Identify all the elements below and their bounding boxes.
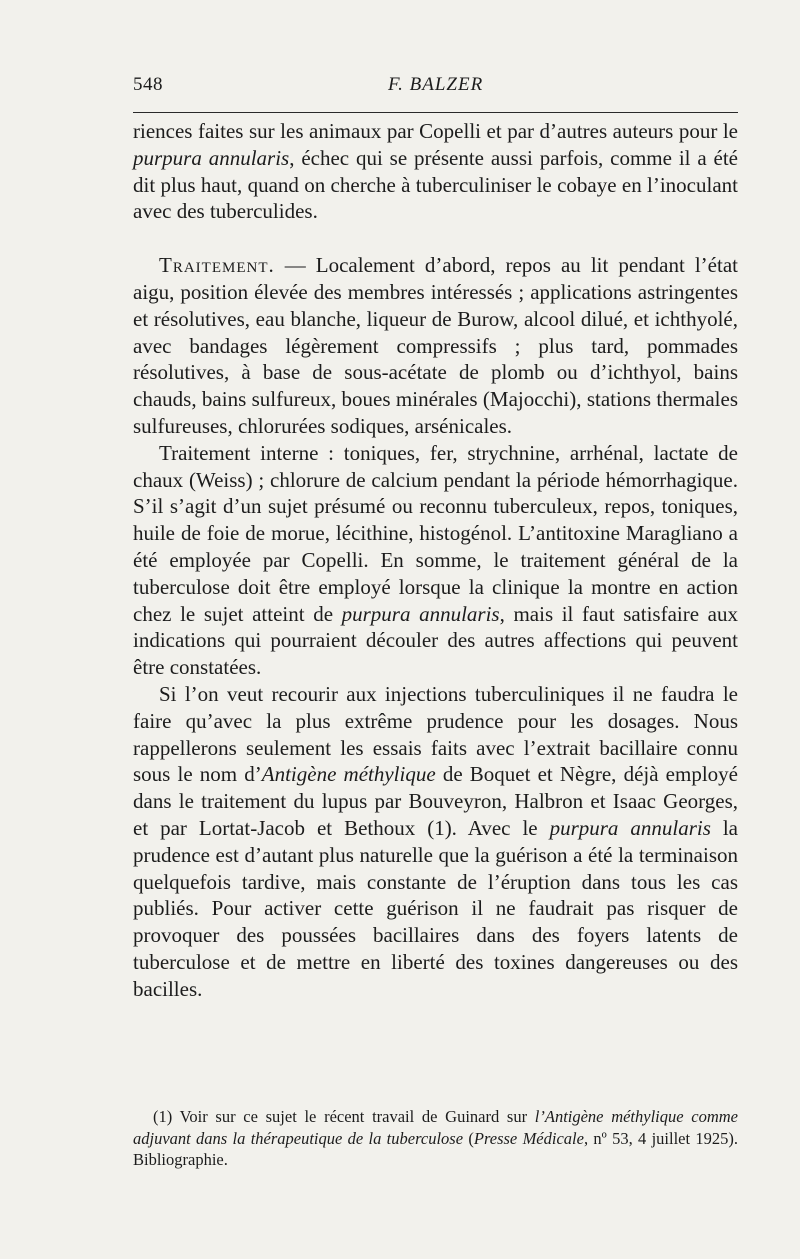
paragraph-injections: Si l’on veut recourir aux injections tuberculiniques il ne faudra le faire qu’avec la plus extrême prudence pour les dosages. Nous rappellerons seulement les essais faits avec l’extrait bacillaire connu sous le nom d’Antigène méthylique de Boquet et Nègre, déjà employé dans le traitement du lupus par Bouveyron, Halbron et Isaac Georges, et par Lortat-Jacob et Bethoux (1). Avec le purpura annularis la prudence est d’autant plus naturelle que la guérison a été la terminaison quelquefois tardive, mais constante de l’éruption dans tous les cas publiés. Pour activer cette guérison il ne faudrait pas risquer de provoquer des poussées bacillaires dans des foyers latents de tuberculose et de mettre en liberté des toxines dangereuses ou des bacilles.: [133, 681, 739, 1001]
italic-term: purpura annularis: [133, 145, 290, 170]
running-head: F. BALZER: [388, 74, 484, 95]
body-text: [133, 118, 738, 1003]
header-rule: [133, 112, 738, 113]
paragraph-traitement: Traitement. — Localement d’abord, repos au lit pendant l’état aigu, position élevée des membres intéressés ; applications astringentes et résolutives, eau blanche, liqueur de Burow, alcool dilué, et ichthyolé, avec bandages légèrement compressifs ; plus tard, pommades résolutives, à base de sous-acétate de plomb ou d’ichthyol, bains chauds, bains sulfureux, boues minérales (Majocchi), stations thermales sulfureuses, chlorurées sodiques, arsénicales.: [133, 253, 738, 438]
footnote: [133, 1106, 738, 1171]
page-header: [133, 74, 738, 104]
italic-term: Antigène méthylique: [261, 762, 436, 787]
italic-term: purpura annularis: [549, 815, 711, 840]
page-number: 548: [133, 74, 163, 95]
paragraph-traitement-interne: Traitement interne : toniques, fer, strychnine, arrhénal, lactate de chaux (Weiss) ; chlorure de calcium pendant la période hémorrhagique. S’il s’agit d’un sujet présumé ou reconnu tuberculeux, repos, toniques, huile de foie de morue, lécithine, histogénol. L’antitoxine Maragliano a été employée par Copelli. En somme, le traitement général de la tuberculose doit être employé lorsque la clinique la montre en action chez le sujet atteint de purpura annularis, mais il faut satisfaire aux indications qui pourraient découler des autres affections qui peuvent être constatées.: [133, 440, 738, 680]
italic-term: purpura annularis: [341, 601, 500, 626]
paragraph-1: riences faites sur les animaux par Copelli et par d’autres auteurs pour le purpura annularis, échec qui se présente aussi parfois, comme il a été dit plus haut, quand on cherche à tuberculiniser le cobaye en l’inoculant avec des tuberculides.: [133, 119, 739, 224]
section-heading: Traitement.: [159, 253, 275, 278]
footnote-text: (1) Voir sur ce sujet le récent travail de Guinard sur l’Antigène méthylique comme adjuvant dans la thérapeutique de la tuberculose (Presse Médicale, nº 53, 4 juillet 1925). Bibliographie.: [133, 1107, 739, 1169]
